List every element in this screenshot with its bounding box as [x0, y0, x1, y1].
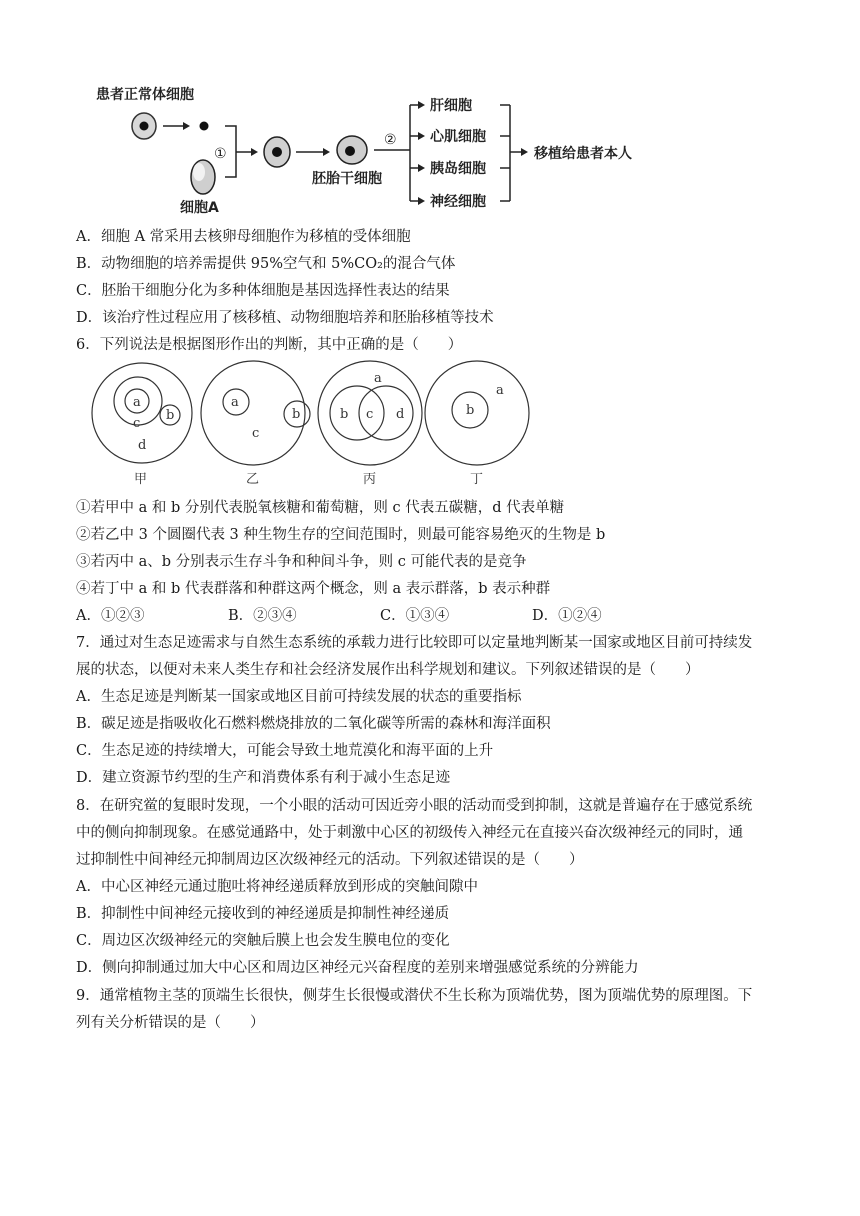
q6-statement-4: ④若丁中 a 和 b 代表群落和种群这两个概念，则 a 表示群落，b 表示种群 [76, 581, 551, 597]
target-islet: 胰岛细胞 [430, 161, 486, 177]
q8-option-a: A．中心区神经元通过胞吐将神经递质释放到形成的突触间隙中 [76, 879, 478, 895]
q6-option-d: D．①②④ [532, 608, 602, 624]
stem-cell-label: 胚胎干细胞 [312, 171, 382, 187]
cell-a [191, 160, 215, 194]
svg-text:b: b [466, 403, 475, 418]
q5-option-c: C．胚胎干细胞分化为多种体细胞是基因选择性表达的结果 [76, 283, 450, 299]
q6-stem: 6．下列说法是根据图形作出的判断，其中正确的是（ ） [76, 337, 463, 353]
reconstructed-cell [264, 137, 290, 167]
svg-text:a: a [133, 395, 141, 410]
q5-option-d: D．该治疗性过程应用了核移植、动物细胞培养和胚胎移植等技术 [76, 310, 494, 326]
q5-option-a: A．细胞 A 常采用去核卵母细胞作为移植的受体细胞 [76, 229, 411, 245]
svg-text:丙: 丙 [363, 472, 377, 487]
merge-bracket [500, 105, 528, 201]
q8-option-c: C．周边区次级神经元的突触后膜上也会发生膜电位的变化 [76, 933, 450, 949]
q9-stem-line2: 列有关分析错误的是（ ） [76, 1015, 265, 1031]
q6-statement-3: ③若丙中 a、b 分别表示生存斗争和种间斗争，则 c 可能代表的是竞争 [76, 554, 527, 570]
q8-option-b: B．抑制性中间神经元接收到的神经递质是抑制性神经递质 [76, 906, 450, 922]
embryonic-stem-cell [337, 136, 367, 164]
target-cardiac: 心肌细胞 [430, 129, 486, 145]
target-liver: 肝细胞 [430, 98, 472, 114]
svg-text:d: d [396, 407, 405, 422]
q5-option-b: B．动物细胞的培养需提供 95%空气和 5%CO₂的混合气体 [76, 256, 456, 272]
branch-bracket [410, 101, 425, 205]
cell-a-label: 细胞A [180, 200, 219, 216]
q6-option-c: C．①③④ [380, 608, 450, 624]
step2-label: ② [384, 132, 397, 148]
fusion-bracket [225, 126, 258, 177]
q6-statement-1: ①若甲中 a 和 b 分别代表脱氧核糖和葡萄糖，则 c 代表五碳糖，d 代表单糖 [76, 500, 565, 516]
arrow-to-stem [296, 148, 330, 156]
q6-option-b: B．②③④ [228, 608, 297, 624]
q7-option-a: A．生态足迹是判断某一国家或地区目前可持续发展的状态的重要指标 [76, 689, 522, 705]
svg-text:a: a [496, 383, 504, 398]
q6-statement-2: ②若乙中 3 个圆圈代表 3 种生物生存的空间范围时，则最可能容易绝灭的生物是 b [76, 527, 606, 543]
svg-text:c: c [252, 426, 260, 441]
svg-text:a: a [231, 395, 239, 410]
step1-label: ① [214, 146, 227, 162]
transplant-label: 移植给患者本人 [534, 146, 632, 162]
diagram-bing [318, 361, 422, 487]
svg-text:乙: 乙 [246, 472, 260, 487]
diagram-yi [201, 361, 310, 487]
q7-option-c: C．生态足迹的持续增大，可能会导致土地荒漠化和海平面的上升 [76, 743, 494, 759]
q8-stem-line2: 中的侧向抑制现象。在感觉通路中，处于刺激中心区的初级传入神经元在直接兴奋次级神经元的同时，通 [76, 825, 743, 841]
svg-text:b: b [166, 408, 175, 423]
svg-text:d: d [138, 438, 147, 453]
q7-stem-line2: 展的状态，以便对未来人类生存和社会经济发展作出科学规划和建议。下列叙述错误的是（ ） [76, 662, 700, 678]
q8-option-d: D．侧向抑制通过加大中心区和周边区神经元兴奋程度的差别来增强感觉系统的分辨能力 [76, 960, 639, 976]
patient-cell-label: 患者正常体细胞 [96, 87, 194, 103]
q9-stem-line1: 9．通常植物主茎的顶端生长很快，侧芽生长很慢或潜伏不生长称为顶端优势，图为顶端优势的原理图。下 [76, 988, 753, 1004]
target-nerve: 神经细胞 [430, 194, 486, 210]
arrow-to-nucleus [163, 122, 190, 130]
q6-option-a: A．①②③ [76, 608, 145, 624]
diagram-ding [425, 361, 529, 487]
q7-option-d: D．建立资源节约型的生产和消费体系有利于减小生态足迹 [76, 770, 451, 786]
q8-stem-line3: 过抑制性中间神经元抑制周边区次级神经元的活动。下列叙述错误的是（ ） [76, 852, 584, 868]
svg-text:甲: 甲 [134, 472, 148, 487]
set-diagrams [0, 358, 860, 493]
svg-text:a: a [374, 371, 382, 386]
svg-text:c: c [366, 407, 374, 422]
svg-text:b: b [340, 407, 349, 422]
q7-stem-line1: 7．通过对生态足迹需求与自然生态系统的承载力进行比较即可以定量地判断某一国家或地区目前可持续发 [76, 635, 753, 651]
isolated-nucleus [200, 122, 209, 131]
q8-stem-line1: 8．在研究鲎的复眼时发现，一个小眼的活动可因近旁小眼的活动而受到抑制，这就是普遍存在于感觉系统 [76, 798, 753, 814]
cloning-flow-diagram [0, 0, 860, 225]
svg-text:b: b [292, 407, 301, 422]
patient-cell [132, 113, 156, 139]
q7-option-b: B．碳足迹是指吸收化石燃料燃烧排放的二氧化碳等所需的森林和海洋面积 [76, 716, 551, 732]
svg-text:c: c [133, 416, 141, 431]
diagram-jia [92, 363, 192, 487]
svg-text:丁: 丁 [470, 472, 484, 487]
